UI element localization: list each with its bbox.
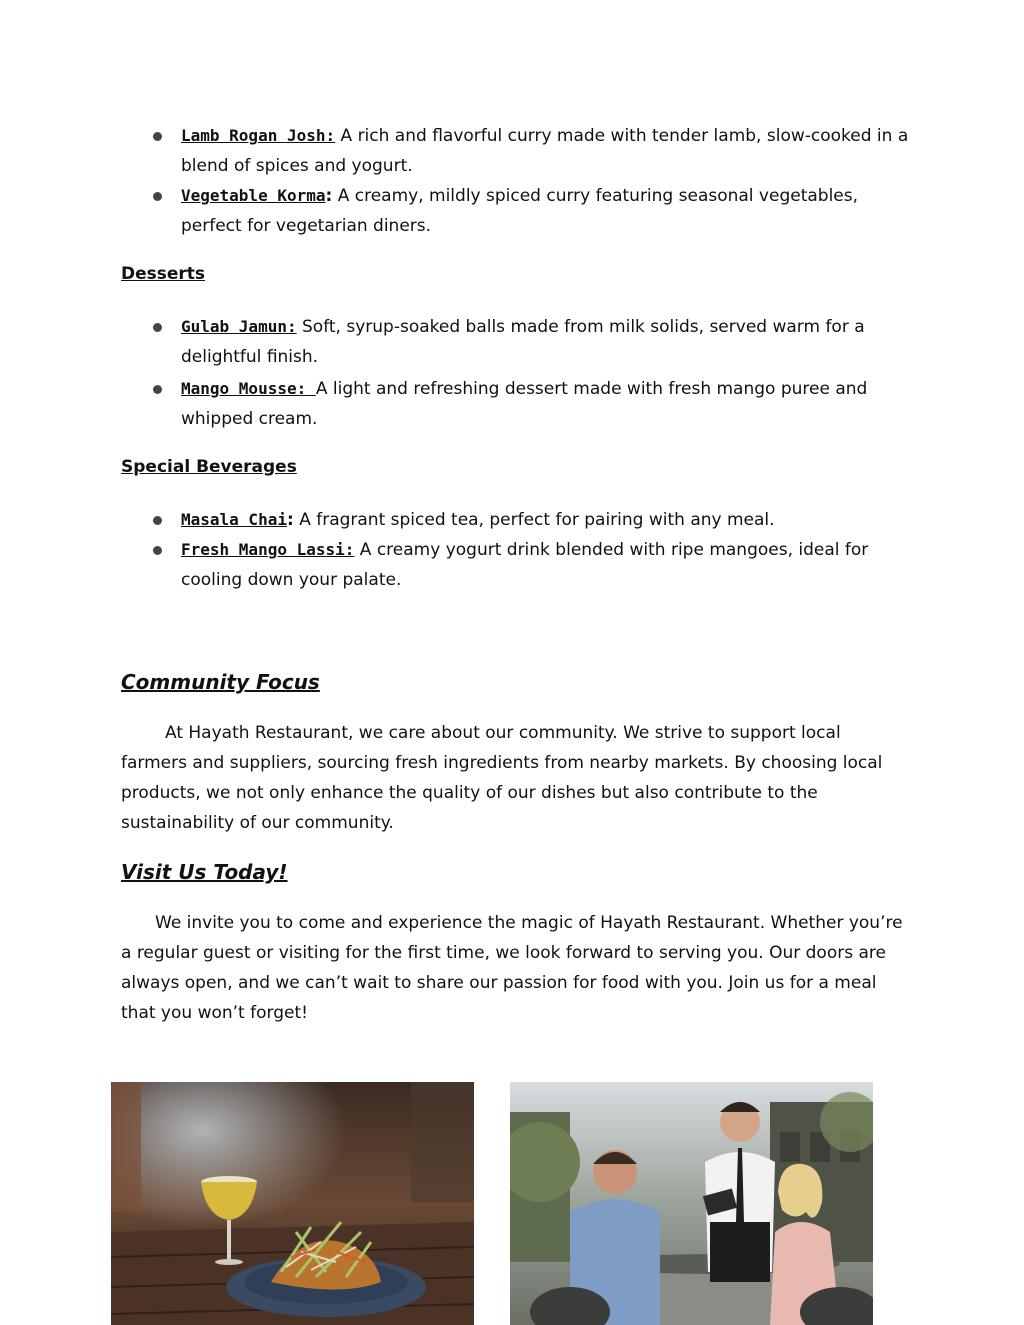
beverages-list bbox=[121, 505, 911, 595]
bullet-icon bbox=[153, 132, 162, 141]
beverages-heading: Special Beverages bbox=[121, 457, 297, 477]
dish-name: Fresh Mango Lassi: bbox=[181, 540, 355, 559]
community-paragraph: At Hayath Restaurant, we care about our community. We strive to support local farmers and suppliers, sourcing fresh ingredients from nearby markets. By choosing local products, we not only enhance the quality of our dishes but also contribute to the sustainability of our community. bbox=[121, 723, 883, 833]
dish-name: Mango Mousse: bbox=[181, 379, 316, 398]
dish-name: Lamb Rogan Josh: bbox=[181, 126, 336, 145]
community-heading: Community Focus bbox=[121, 670, 320, 694]
waiter-serving-couple-photo bbox=[510, 1082, 873, 1325]
dish-description: A rich and flavorful curry made with tender lamb, slow-cooked in a blend of spices and yogurt. bbox=[181, 126, 909, 176]
list-item bbox=[121, 374, 911, 434]
list-item: Masala Chai: A fragrant spiced tea, perfect for pairing with any meal. bbox=[121, 505, 911, 535]
desserts-list bbox=[121, 312, 911, 434]
dish-name: Masala Chai bbox=[181, 510, 287, 529]
dish-name: Gulab Jamun: bbox=[181, 317, 297, 336]
list-item: Vegetable Korma: A creamy, mildly spiced curry featuring seasonal vegetables, perfect for vegetarian diners. bbox=[121, 181, 911, 241]
list-item bbox=[121, 121, 911, 181]
bullet-icon bbox=[153, 546, 162, 555]
dish-description: A fragrant spiced tea, perfect for pairing with any meal. bbox=[299, 510, 775, 530]
dish-name: Vegetable Korma bbox=[181, 186, 326, 205]
list-item bbox=[121, 312, 911, 372]
list-item bbox=[121, 535, 911, 595]
waiter-photo-illustration bbox=[510, 1082, 873, 1325]
dish-description: A light and refreshing dessert made with fresh mango puree and whipped cream. bbox=[181, 379, 868, 429]
mains-list bbox=[121, 121, 911, 241]
food-photo-illustration bbox=[111, 1082, 474, 1325]
bullet-icon bbox=[153, 323, 162, 332]
food-and-cocktail-photo bbox=[111, 1082, 474, 1325]
bullet-icon bbox=[153, 192, 162, 201]
bullet-icon bbox=[153, 385, 162, 394]
desserts-heading: Desserts bbox=[121, 264, 206, 284]
bullet-icon bbox=[153, 516, 162, 525]
dish-description: A creamy, mildly spiced curry featuring seasonal vegetables, perfect for vegetarian diners. bbox=[181, 186, 859, 236]
dish-description: Soft, syrup-soaked balls made from milk solids, served warm for a delightful finish. bbox=[181, 317, 865, 367]
dish-description: A creamy yogurt drink blended with ripe mangoes, ideal for cooling down your palate. bbox=[181, 540, 869, 590]
visit-heading: Visit Us Today! bbox=[121, 860, 288, 884]
visit-paragraph: We invite you to come and experience the magic of Hayath Restaurant. Whether you’re a regular guest or visiting for the first time, we look forward to serving you. Our doors are always open, and we can’t wait to share our passion for food with you. Join us for a meal that you won’t forget! bbox=[121, 913, 903, 1023]
